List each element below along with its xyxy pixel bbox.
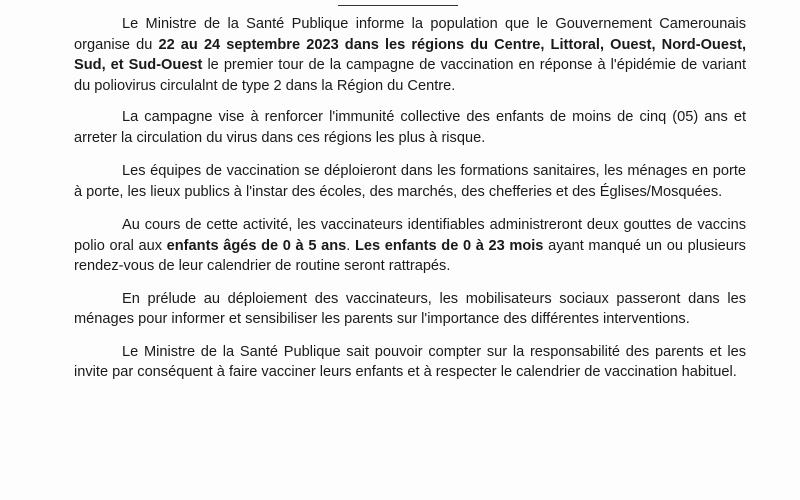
text-segment: Au cours de cette activité, les vaccinateurs identifiables administreront deux gouttes de vaccins polio oral aux <box>74 217 746 254</box>
heading-underline-fragment <box>338 0 458 6</box>
text-segment: . <box>346 237 355 254</box>
paragraph-vaccine-doses <box>74 215 746 277</box>
text-segment-bold: Les enfants de 0 à 23 mois <box>354 237 544 254</box>
text-segment-bold: 22 au 24 septembre 2023 dans les régions du Centre, Littoral, Ouest, Nord-Ouest, Sud, et Sud-Ouest <box>74 36 746 73</box>
paragraph-campaign-goal <box>74 107 746 148</box>
text-segment: Le Ministre de la Santé Publique sait pouvoir compter sur la responsabilité des parents et les invite par conséquent à faire vacciner leurs enfants et à respecter le calendrier de vaccination habituel. <box>74 343 746 380</box>
text-segment: le premier tour de la campagne de vaccination en réponse à l'épidémie de variant du poliovirus circulalnt de type 2 dans la Région du Centre. <box>74 57 747 94</box>
paragraph-vaccination-teams <box>74 161 746 202</box>
text-segment-bold: enfants âgés de 0 à 5 ans <box>166 237 347 254</box>
text-segment: ayant manqué un ou plusieurs rendez-vous de leur calendrier de routine seront rattrapés. <box>74 237 746 274</box>
text-segment: Les équipes de vaccination se déploieront dans les formations sanitaires, les ménages en porte à porte, les lieux publics à l'instar des écoles, des marchés, des chefferies et des Églises/Mosquées. <box>74 163 746 200</box>
text-segment: En prélude au déploiement des vaccinateurs, les mobilisateurs sociaux passeront dans les ménages pour informer et sensibiliser les parents sur l'importance des différentes interventions. <box>74 290 746 327</box>
text-segment: La campagne vise à renforcer l'immunité collective des enfants de moins de cinq (05) ans et arreter la circulation du virus dans ces régions les plus à risque. <box>74 109 746 146</box>
paragraph-parents-call <box>74 342 746 383</box>
communique-body <box>74 14 746 395</box>
paragraph-social-mobilizers <box>74 289 746 330</box>
text-segment: Le Ministre de la Santé Publique informe la population que le Gouvernement Camerounais organise du <box>74 16 746 53</box>
paragraph-campaign-announcement <box>74 14 746 96</box>
